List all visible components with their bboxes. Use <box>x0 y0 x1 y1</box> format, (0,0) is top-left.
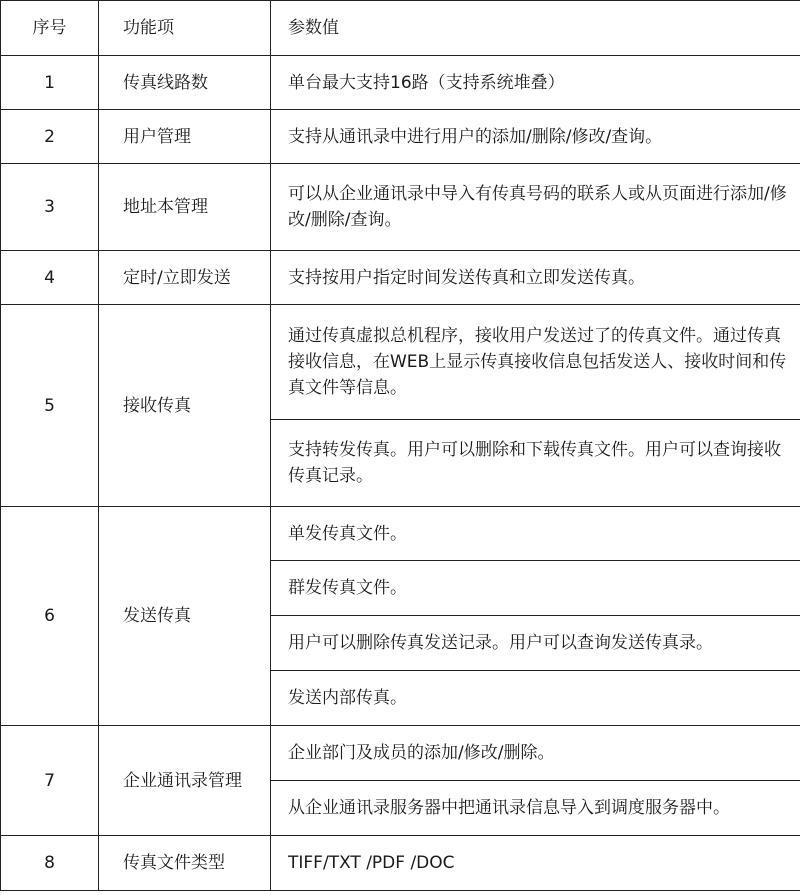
row-no: 1 <box>1 56 99 110</box>
row-no: 3 <box>1 164 99 251</box>
row-value: 可以从企业通讯录中导入有传真号码的联系人或从页面进行添加/修改/删除/查询。 <box>271 164 800 251</box>
row-value: 企业部门及成员的添加/修改/删除。 <box>271 726 800 781</box>
row-no: 6 <box>1 507 99 726</box>
row-no: 5 <box>1 305 99 507</box>
row-value: 单发传真文件。 <box>271 507 800 561</box>
row-value: 支持转发传真。用户可以删除和下载传真文件。用户可以查询接收传真记录。 <box>271 420 800 507</box>
row-value: 支持按用户指定时间发送传真和立即发送传真。 <box>271 251 800 305</box>
row-value: 从企业通讯录服务器中把通讯录信息导入到调度服务器中。 <box>271 781 800 836</box>
row-value: 发送内部传真。 <box>271 671 800 726</box>
row-feature: 传真文件类型 <box>99 836 271 891</box>
header-no: 序号 <box>1 1 99 56</box>
row-no: 4 <box>1 251 99 305</box>
header-feature: 功能项 <box>99 1 271 56</box>
row-feature: 接收传真 <box>99 305 271 507</box>
row-value: 群发传真文件。 <box>271 561 800 616</box>
row-no: 2 <box>1 110 99 164</box>
row-feature: 传真线路数 <box>99 56 271 110</box>
table-row <box>1 507 800 561</box>
row-value: 用户可以删除传真发送记录。用户可以查询发送传真录。 <box>271 616 800 671</box>
row-feature: 用户管理 <box>99 110 271 164</box>
table-row <box>1 305 800 420</box>
row-feature: 地址本管理 <box>99 164 271 251</box>
row-feature: 企业通讯录管理 <box>99 726 271 836</box>
row-no: 7 <box>1 726 99 836</box>
row-value: TIFF/TXT /PDF /DOC <box>271 836 800 891</box>
row-feature: 定时/立即发送 <box>99 251 271 305</box>
header-value: 参数值 <box>271 1 800 56</box>
row-feature: 发送传真 <box>99 507 271 726</box>
table-header-row <box>1 1 800 56</box>
table-row <box>1 726 800 781</box>
row-no: 8 <box>1 836 99 891</box>
table-row <box>1 56 800 110</box>
row-value: 单台最大支持16路（支持系统堆叠） <box>271 56 800 110</box>
row-value: 通过传真虚拟总机程序，接收用户发送过了的传真文件。通过传真接收信息，在WEB上显示传真接收信息包括发送人、接收时间和传真文件等信息。 <box>271 305 800 420</box>
table-row <box>1 251 800 305</box>
table-row <box>1 110 800 164</box>
row-value: 支持从通讯录中进行用户的添加/删除/修改/查询。 <box>271 110 800 164</box>
table-row <box>1 164 800 251</box>
table-row <box>1 836 800 891</box>
